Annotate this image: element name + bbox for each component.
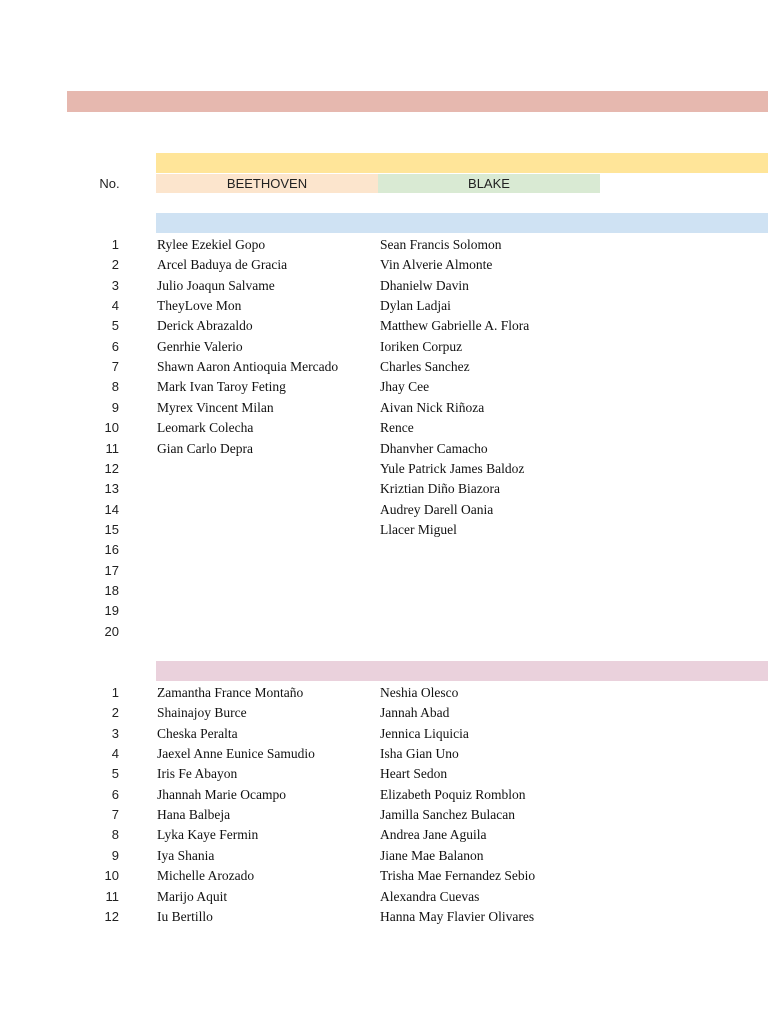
blake-name: Jennica Liquicia: [380, 725, 469, 741]
beethoven-name: Zamantha France Montaño: [157, 685, 304, 700]
row-number: 2: [111, 257, 119, 273]
table-row: [67, 887, 768, 907]
beethoven-name: Jhannah Marie Ocampo: [157, 786, 286, 802]
row-number: 10: [104, 420, 119, 436]
blake-name: Charles Sanchez: [380, 359, 470, 375]
row-number: 4: [111, 298, 119, 314]
beethoven-name: Cheska Peralta: [157, 725, 238, 741]
row-number: 14: [104, 501, 119, 517]
beethoven-name: Marijo Aquit: [157, 888, 228, 904]
row-number: 12: [104, 908, 119, 924]
table-row: [67, 540, 768, 560]
column-header-beethoven: BEETHOVEN: [156, 174, 378, 193]
beethoven-name: Myrex Vincent Milan: [157, 399, 274, 415]
table-row: [67, 601, 768, 621]
row-number: 5: [111, 766, 119, 782]
blake-name: Jamilla Sanchez Bulacan: [380, 807, 515, 823]
blake-name: Hanna May Flavier Olivares: [380, 908, 535, 924]
group1-band: [156, 213, 768, 233]
row-number: 6: [111, 786, 119, 802]
row-number: 1: [111, 685, 119, 700]
table-row: [67, 825, 768, 845]
blake-name: Vin Alverie Almonte: [380, 257, 493, 273]
column-header-no: No.: [99, 176, 120, 191]
header-band: [156, 153, 768, 173]
blake-name: Sean Francis Solomon: [380, 237, 502, 252]
row-number: 10: [104, 868, 119, 884]
row-number: 6: [111, 338, 119, 354]
table-row: [67, 744, 768, 764]
blake-name: Aivan Nick Riñoza: [380, 399, 485, 415]
blake-name: Llacer Miguel: [380, 521, 457, 537]
table-row: [67, 398, 768, 418]
row-number: 11: [105, 888, 119, 904]
row-number: 7: [111, 359, 119, 375]
table-row: [67, 846, 768, 866]
blake-name: Trisha Mae Fernandez Sebio: [380, 868, 536, 884]
row-number: 3: [111, 725, 119, 741]
beethoven-name: Rylee Ezekiel Gopo: [157, 237, 266, 252]
table-row: [67, 703, 768, 723]
blake-name: Jannah Abad: [380, 705, 450, 721]
row-number: 1: [111, 237, 119, 252]
table-row: [67, 805, 768, 825]
row-number: 9: [111, 847, 119, 863]
beethoven-name: TheyLove Mon: [157, 298, 242, 314]
table-row: [67, 418, 768, 438]
blake-name: Audrey Darell Oania: [380, 501, 494, 517]
beethoven-name: Mark Ivan Taroy Feting: [157, 379, 286, 395]
row-number: 18: [104, 582, 119, 598]
title-band: [67, 91, 768, 112]
row-number: 13: [104, 481, 119, 497]
table-row: [67, 764, 768, 784]
table-row: [67, 866, 768, 886]
blake-name: Jhay Cee: [380, 379, 430, 395]
row-number: 7: [111, 807, 119, 823]
blake-name: Yule Patrick James Baldoz: [380, 460, 525, 476]
beethoven-name: Julio Joaqun Salvame: [157, 277, 275, 293]
blake-name: Jiane Mae Balanon: [380, 847, 484, 863]
blake-name: Matthew Gabrielle A. Flora: [380, 318, 530, 334]
table-row: [67, 683, 768, 703]
row-number: 15: [104, 521, 119, 537]
table-row: [67, 479, 768, 499]
beethoven-name: Iu Bertillo: [157, 908, 213, 924]
row-number: 16: [104, 542, 119, 558]
beethoven-name: Shawn Aaron Antioquia Mercado: [157, 359, 339, 375]
row-number: 4: [111, 746, 119, 762]
blake-name: Rence: [380, 420, 414, 436]
table-row: [67, 907, 768, 927]
blake-name: Alexandra Cuevas: [380, 888, 480, 904]
beethoven-name: Hana Balbeja: [157, 807, 231, 823]
table-row: [67, 337, 768, 357]
table-row: [67, 581, 768, 601]
table-row: [67, 622, 768, 642]
group2-band: [156, 661, 768, 681]
table-row: [67, 255, 768, 275]
beethoven-name: Iris Fe Abayon: [157, 766, 238, 782]
beethoven-name: Michelle Arozado: [157, 868, 255, 884]
table-row: [67, 561, 768, 581]
row-number: 20: [104, 623, 119, 639]
table-row: [67, 296, 768, 316]
beethoven-name: Gian Carlo Depra: [157, 440, 253, 456]
row-number: 5: [111, 318, 119, 334]
beethoven-name: Shainajoy Burce: [157, 705, 247, 721]
blake-name: Ioriken Corpuz: [380, 338, 463, 354]
beethoven-name: Jaexel Anne Eunice Samudio: [157, 746, 315, 762]
table-row: [67, 276, 768, 296]
blake-name: Dylan Ladjai: [380, 298, 451, 314]
table-row: [67, 235, 768, 255]
row-number: 19: [104, 603, 119, 619]
row-number: 2: [111, 705, 119, 721]
beethoven-name: Arcel Baduya de Gracia: [157, 257, 288, 273]
blake-name: Heart Sedon: [380, 766, 448, 782]
row-number: 9: [111, 399, 119, 415]
row-number: 17: [104, 562, 119, 578]
blake-name: Neshia Olesco: [380, 685, 459, 700]
beethoven-name: Lyka Kaye Fermin: [157, 827, 259, 843]
blake-name: Elizabeth Poquiz Romblon: [380, 786, 526, 802]
blake-name: Andrea Jane Aguila: [380, 827, 487, 843]
blake-name: Kriztian Diño Biazora: [380, 481, 500, 497]
table-row: [67, 500, 768, 520]
row-number: 12: [104, 460, 119, 476]
beethoven-name: Derick Abrazaldo: [157, 318, 253, 334]
table-row: [67, 724, 768, 744]
table-row: [67, 357, 768, 377]
blake-name: Dhanvher Camacho: [380, 440, 488, 456]
beethoven-name: Iya Shania: [157, 847, 215, 863]
table-row: [67, 459, 768, 479]
column-header-blake: BLAKE: [378, 174, 600, 193]
table-row: [67, 439, 768, 459]
beethoven-name: Genrhie Valerio: [157, 338, 243, 354]
row-number: 3: [111, 277, 119, 293]
row-number: 8: [111, 827, 119, 843]
table-row: [67, 520, 768, 540]
blake-name: Dhanielw Davin: [380, 277, 469, 293]
row-number: 11: [105, 440, 119, 456]
table-row: [67, 377, 768, 397]
beethoven-name: Leomark Colecha: [157, 420, 254, 436]
table-row: [67, 316, 768, 336]
row-number: 8: [111, 379, 119, 395]
blake-name: Isha Gian Uno: [380, 746, 459, 762]
table-row: [67, 785, 768, 805]
